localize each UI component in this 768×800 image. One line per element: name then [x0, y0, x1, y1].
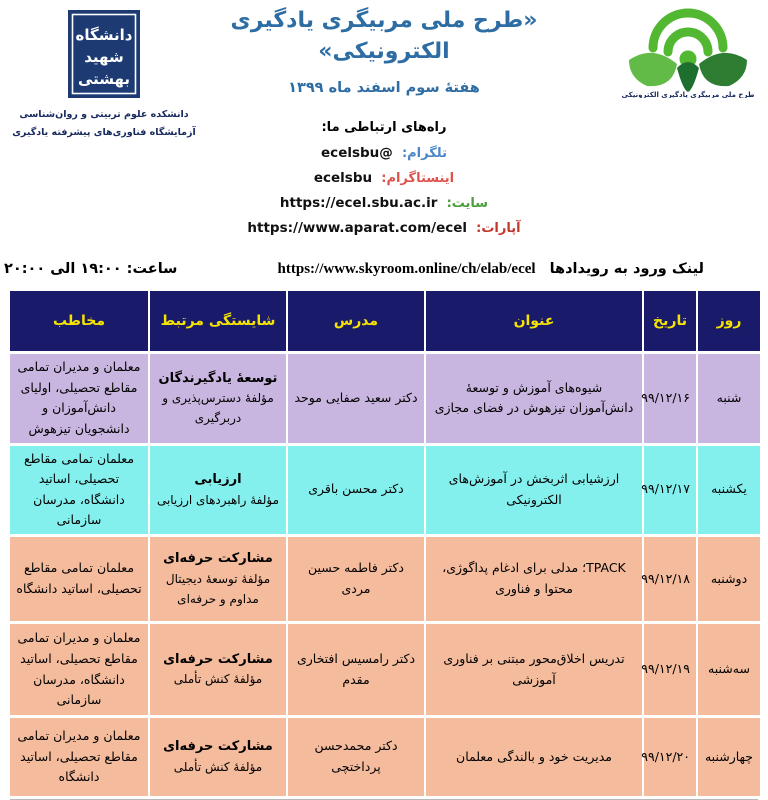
cell-competency [150, 624, 286, 715]
table-row [10, 624, 760, 715]
events-link-group [278, 261, 704, 278]
cell-instructor: دکتر محمدحسن پرداختچی [288, 718, 424, 796]
competency-detail: مؤلفۀ کنش تأملی [173, 672, 263, 687]
website-label: سایت: [446, 195, 489, 211]
competency-name: مشارکت حرفه‌ای [163, 551, 273, 567]
competency-name: مشارکت حرفه‌ای [163, 739, 273, 755]
cell-competency [150, 537, 286, 621]
aparat-url[interactable]: https://www.aparat.com/ecel [247, 219, 468, 236]
svg-text:دانشگاه: دانشگاه [75, 26, 133, 44]
cell-day: سه‌شنبه [698, 624, 760, 715]
cell-audience: معلمان تمامی مقاطع تحصیلی، اساتید دانشگاه، مدرسان سازمانی [10, 446, 148, 535]
competency-name: ارزیابی [194, 472, 242, 488]
contact-telegram [169, 145, 599, 161]
cell-title: تدریس اخلاق‌محور مبتنی بر فناوری آموزشی [426, 624, 642, 715]
program-logo-icon [621, 2, 755, 98]
page-subtitle: هفتۀ سوم اسفند ماه ۱۳۹۹ [288, 79, 480, 96]
schedule-bar [0, 254, 768, 288]
competency-detail: مؤلفۀ کنش تأملی [173, 759, 263, 774]
contact-instagram [169, 170, 599, 186]
faculty-caption: دانشکده علوم تربیتی و روان‌شناسی [19, 109, 189, 120]
instagram-label: اینستاگرام: [381, 170, 455, 186]
competency-detail: مؤلفۀ دسترس‌پذیری و دربرگیری [162, 391, 274, 425]
cell-instructor: دکتر محسن باقری [288, 446, 424, 535]
cell-competency [150, 354, 286, 443]
contact-aparat [169, 220, 599, 236]
competency-detail: مؤلفۀ توسعۀ دیجیتال مداوم و حرفه‌ای [165, 571, 271, 606]
competency-detail: مؤلفۀ راهبردهای ارزیابی [156, 492, 280, 507]
cell-date: ۹۹/۱۲/۱۶ [644, 354, 696, 443]
aparat-label: آپارات: [476, 220, 521, 236]
col-header-title: عنوان [426, 291, 642, 351]
cell-title: TPACK؛ مدلی برای ادغام پداگوژی، محتوا و فناوری [426, 537, 642, 621]
cell-day: یکشنبه [698, 446, 760, 535]
table-row [10, 354, 760, 443]
university-logo-icon [68, 10, 140, 98]
header-center [169, 6, 599, 245]
cell-day: شنبه [698, 354, 760, 443]
competency-name: توسعۀ یادگیرندگان [158, 370, 278, 386]
col-header-instructor: مدرس [288, 291, 424, 351]
cell-date: ۹۹/۱۲/۱۷ [644, 446, 696, 535]
cell-title: شیوه‌های آموزش و توسعۀ دانش‌آموزان تیزهوش در فضای مجازی [426, 354, 642, 443]
cell-competency [150, 446, 286, 535]
telegram-label: تلگرام: [401, 145, 447, 161]
cell-instructor: دکتر رامسیس افتخاری مقدم [288, 624, 424, 715]
cell-date: ۹۹/۱۲/۲۰ [644, 718, 696, 796]
contact-website [169, 195, 599, 211]
table-header-row [10, 291, 760, 351]
cell-day: چهارشنبه [698, 718, 760, 796]
page-title: «طرح ملی مربیگری یادگیری الکترونیکی» [230, 8, 538, 64]
cell-audience: معلمان و مدیران تمامی مقاطع تحصیلی، اساتید دانشگاه، مدرسان سازمانی [10, 624, 148, 715]
page-header [0, 0, 768, 254]
schedule-table [8, 288, 762, 799]
telegram-handle[interactable]: @ecelsbu [321, 144, 393, 161]
table-row [10, 446, 760, 535]
lab-caption: آزمایشگاه فناوری‌های پیشرفته یادگیری [12, 127, 196, 139]
col-header-audience: مخاطب [10, 291, 148, 351]
svg-text:شهید: شهید [84, 48, 124, 66]
instagram-handle[interactable]: ecelsbu [313, 169, 373, 186]
cell-title: مدیریت خود و بالندگی معلمان [426, 718, 642, 796]
contact-heading: راه‌های ارتباطی ما: [321, 119, 447, 135]
cell-instructor: دکتر فاطمه حسین مردی [288, 537, 424, 621]
cell-instructor: دکتر سعید صفایی موحد [288, 354, 424, 443]
cell-date: ۹۹/۱۲/۱۹ [644, 624, 696, 715]
col-header-competency: شایستگی مرتبط [150, 291, 286, 351]
competency-name: مشارکت حرفه‌ای [163, 651, 273, 667]
events-link-url[interactable]: https://www.skyroom.online/ch/elab/ecel [277, 260, 536, 277]
cell-title: ارزشیابی اثربخش در آموزش‌های الکترونیکی [426, 446, 642, 535]
cell-competency [150, 718, 286, 796]
session-time: ساعت: ۱۹:۰۰ الی ۲۰:۰۰ [4, 261, 178, 277]
col-header-day: روز [698, 291, 760, 351]
cell-audience: معلمان و مدیران تمامی مقاطع تحصیلی، اساتید دانشگاه [10, 718, 148, 796]
cell-date: ۹۹/۱۲/۱۸ [644, 537, 696, 621]
program-logo-block [612, 2, 764, 102]
table-row [10, 718, 760, 796]
table-row [10, 537, 760, 621]
contact-section [169, 120, 599, 236]
events-link-label: لینک ورود به رویدادها [549, 261, 704, 277]
cell-audience: معلمان و مدیران تمامی مقاطع تحصیلی، اولیای دانش‌آموزان و دانشجویان تیزهوش [10, 354, 148, 443]
svg-text:بهشتی: بهشتی [77, 70, 131, 88]
cell-day: دوشنبه [698, 537, 760, 621]
website-url[interactable]: https://ecel.sbu.ac.ir [279, 194, 438, 211]
cell-audience: معلمان تمامی مقاطع تحصیلی، اساتید دانشگاه [10, 537, 148, 621]
svg-text:طرح ملی مربیگری یادگیری الکترو: طرح ملی مربیگری یادگیری الکترونیکی [621, 91, 755, 98]
col-header-date: تاریخ [644, 291, 696, 351]
